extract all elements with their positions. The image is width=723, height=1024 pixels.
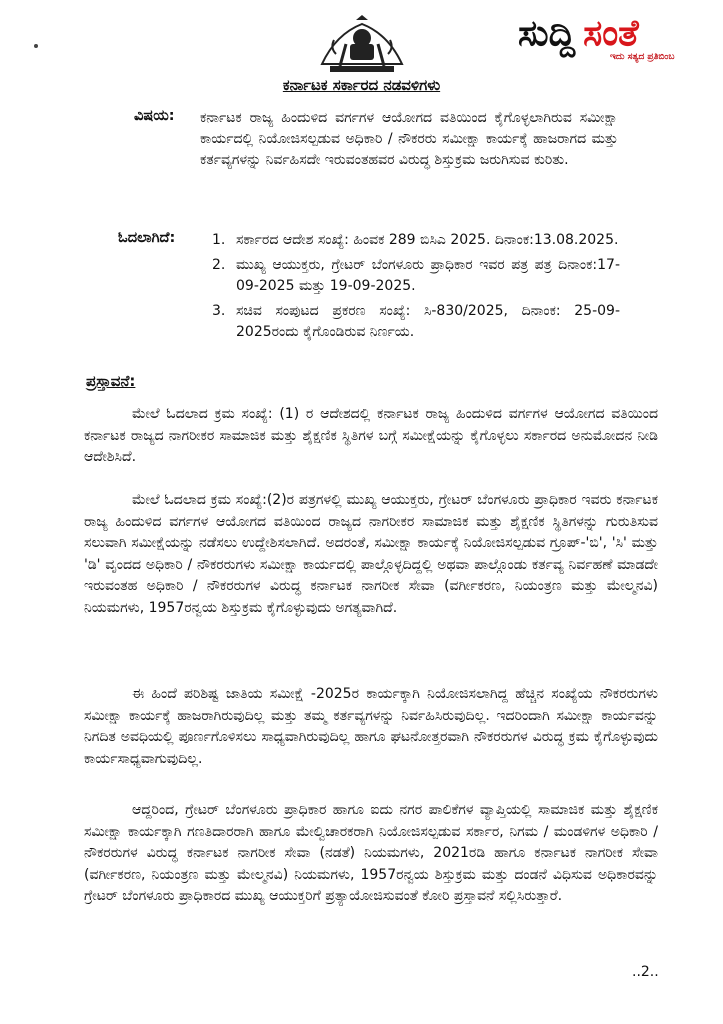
reference-item [212, 230, 620, 251]
reference-text: ಸರ್ಕಾರದ ಆದೇಶ ಸಂಖ್ಯೆ: ಹಿಂವಕ 289 ಬಿಸಿಎ 2025. ದಿನಾಂಕ:13.08.2025. [236, 232, 619, 248]
preamble-paragraph-3: ಈ ಹಿಂದೆ ಪರಿಶಿಷ್ಟ ಜಾತಿಯ ಸಮೀಕ್ಷೆ -2025ರ ಕಾರ್ಯಕ್ಕಾಗಿ ನಿಯೋಜಿಸಲಾಗಿದ್ದ ಹೆಚ್ಚಿನ ಸಂಖ್ಯೆಯ ನೌಕರರುಗಳು ಸಮೀಕ್ಷಾ ಕಾರ್ಯಕ್ಕೆ ಹಾಜರಾಗಿರುವುದಿಲ್ಲ ಮತ್ತು ತಮ್ಮ ಕರ್ತವ್ಯಗಳನ್ನು ನಿರ್ವಹಿಸಿರುವುದಿಲ್ಲ. ಇದರಿಂದಾಗಿ ಸಮೀಕ್ಷಾ ಕಾರ್ಯವನ್ನು ನಿಗದಿತ ಅವಧಿಯಲ್ಲಿ ಪೂರ್ಣಗೊಳಿಸಲು ಸಾಧ್ಯವಾಗಿರುವುದಿಲ್ಲ ಹಾಗೂ ಘಟನೋತ್ತರವಾಗಿ ನೌಕರರುಗಳ ವಿರುದ್ಧ ಕ್ರಮ ಕೈಗೊಳ್ಳುವುದು ಕಾರ್ಯಸಾಧ್ಯವಾಗುವುದಿಲ್ಲ. [84, 686, 658, 767]
page-continuation: ..2.. [632, 964, 659, 980]
subject-label: ವಿಷಯ: [134, 108, 175, 124]
reference-number: 3. [212, 303, 226, 319]
reference-number: 2. [212, 257, 226, 273]
brand-word-1: ಸುದ್ದಿ [518, 13, 576, 54]
brand-word-2: ಸಂತೆ [583, 13, 639, 54]
preamble-paragraph-4: ಆದ್ದರಿಂದ, ಗ್ರೇಟರ್ ಬೆಂಗಳೂರು ಪ್ರಾಧಿಕಾರ ಹಾಗೂ ಐದು ನಗರ ಪಾಲಿಕೆಗಳ ವ್ಯಾಪ್ತಿಯಲ್ಲಿ ಸಾಮಾಜಿಕ ಮತ್ತು ಶೈಕ್ಷಣಿಕ ಸಮೀಕ್ಷಾ ಕಾರ್ಯಕ್ಕಾಗಿ ಗಣತಿದಾರರಾಗಿ ಹಾಗೂ ಮೇಲ್ವಿಚಾರಕರಾಗಿ ನಿಯೋಜಿಸಲ್ಪಡುವ ಸರ್ಕಾರ, ನಿಗಮ / ಮಂಡಳಿಗಳ ಅಧಿಕಾರಿ / ನೌಕರರುಗಳ ವಿರುದ್ಧ ಕರ್ನಾಟಕ ನಾಗರೀಕ ಸೇವಾ (ನಡತೆ) ನಿಯಮಗಳು, 2021ರಡಿ ಹಾಗೂ ಕರ್ನಾಟಕ ನಾಗರೀಕ ಸೇವಾ (ವರ್ಗೀಕರಣ, ನಿಯಂತ್ರಣ ಮತ್ತು ಮೇಲ್ಮನವಿ) ನಿಯಮಗಳು, 1957ರನ್ವಯ ಶಿಸ್ತುಕ್ರಮ ಮತ್ತು ದಂಡನೆ ವಿಧಿಸುವ ಅಧಿಕಾರವನ್ನು ಗ್ರೇಟರ್ ಬೆಂಗಳೂರು ಪ್ರಾಧಿಕಾರದ ಮುಖ್ಯ ಆಯುಕ್ತರಿಗೆ ಪ್ರತ್ಯಾಯೋಜಿಸುವಂತೆ ಕೋರಿ ಪ್ರಸ್ತಾವನೆ ಸಲ್ಲಿಸಿರುತ್ತಾರೆ. [84, 802, 658, 904]
reference-number: 1. [212, 232, 226, 248]
preamble-heading: ಪ್ರಸ್ತಾವನೆ: [86, 372, 136, 390]
reference-item [212, 301, 620, 343]
karnataka-state-emblem-icon [316, 14, 408, 76]
scan-speck [34, 44, 38, 48]
subject-text: ಕರ್ನಾಟಕ ರಾಜ್ಯ ಹಿಂದುಳಿದ ವರ್ಗಗಳ ಆಯೋಗದ ವತಿಯಿಂದ ಕೈಗೊಳ್ಳಲಾಗಿರುವ ಸಮೀಕ್ಷಾ ಕಾರ್ಯದಲ್ಲಿ ನಿಯೋಜಿಸಲ್ಪಡುವ ಅಧಿಕಾರಿ / ನೌಕರರು ಸಮೀಕ್ಷಾ ಕಾರ್ಯಕ್ಕೆ ಹಾಜರಾಗದ ಮತ್ತು ಕರ್ತವ್ಯಗಳನ್ನು ನಿರ್ವಹಿಸದೇ ಇರುವಂತಹವರ ವಿರುದ್ಧ ಶಿಸ್ತುಕ್ರಮ ಜರುಗಿಸುವ ಕುರಿತು. [200, 110, 618, 168]
preamble-paragraph-2: ಮೇಲೆ ಓದಲಾದ ಕ್ರಮ ಸಂಖ್ಯೆ:(2)ರ ಪತ್ರಗಳಲ್ಲಿ ಮುಖ್ಯ ಆಯುಕ್ತರು, ಗ್ರೇಟರ್ ಬೆಂಗಳೂರು ಪ್ರಾಧಿಕಾರ ಇವರು ಕರ್ನಾಟಕ ರಾಜ್ಯ ಹಿಂದುಳಿದ ವರ್ಗಗಳ ಆಯೋಗದ ವತಿಯಿಂದ ರಾಜ್ಯದ ನಾಗರೀಕರ ಸಾಮಾಜಿಕ ಮತ್ತು ಶೈಕ್ಷಣಿಕ ಸ್ಥಿತಿಗಳನ್ನು ಗುರುತಿಸುವ ಸಲುವಾಗಿ ಸಮೀಕ್ಷೆಯನ್ನು ನಡೆಸಲು ಉದ್ದೇಶಿಸಲಾಗಿದೆ. ಅದರಂತೆ, ಸಮೀಕ್ಷಾ ಕಾರ್ಯಕ್ಕೆ ನಿಯೋಜಿಸಲ್ಪಡುವ ಗ್ರೂಪ್-'ಬಿ', 'ಸಿ' ಮತ್ತು 'ಡಿ' ವೃಂದದ ಅಧಿಕಾರಿ / ನೌಕರರುಗಳು ಸಮೀಕ್ಷಾ ಕಾರ್ಯದಲ್ಲಿ ಪಾಲ್ಗೊಳ್ಳದಿದ್ದಲ್ಲಿ ಅಥವಾ ಪಾಲ್ಗೊಂಡು ಕರ್ತವ್ಯ ನಿರ್ವಹಣೆ ಮಾಡದೇ ಇರುವಂತಹ ಅಧಿಕಾರಿ / ನೌಕರರುಗಳ ವಿರುದ್ಧ ಕರ್ನಾಟಕ ನಾಗರೀಕ ಸೇವಾ (ವರ್ಗೀಕರಣ, ನಿಯಂತ್ರಣ ಮತ್ತು ಮೇಲ್ಮನವಿ) ನಿಯಮಗಳು, 1957ರನ್ವಯ ಶಿಸ್ತುಕ್ರಮ ಕೈಗೊಳ್ಳುವುದು ಅಗತ್ಯವಾಗಿದೆ. [84, 492, 658, 616]
brand-tagline: ಇದು ಸತ್ಯದ ಪ್ರತಿಬಿಂಬ [610, 52, 675, 62]
reference-text: ಸಚಿವ ಸಂಪುಟದ ಪ್ರಕರಣ ಸಂಖ್ಯೆ: ಸಿ-830/2025, ದಿನಾಂಕ: 25-09-2025ರಂದು ಕೈಗೊಂಡಿರುವ ನಿರ್ಣಯ. [236, 303, 620, 340]
reference-item [212, 255, 620, 297]
references-list [212, 230, 620, 347]
reference-text: ಮುಖ್ಯ ಆಯುಕ್ತರು, ಗ್ರೇಟರ್ ಬೆಂಗಳೂರು ಪ್ರಾಧಿಕಾರ ಇವರ ಪತ್ರ ಪತ್ರ ದಿನಾಂಕ:17-09-2025 ಮತ್ತು 19-09-2025. [236, 257, 620, 294]
document-title: ಕರ್ನಾಟಕ ಸರ್ಕಾರದ ನಡವಳಿಗಳು [282, 76, 441, 94]
references-label: ಓದಲಾಗಿದೆ: [118, 230, 176, 246]
news-brand-logo [518, 14, 714, 62]
preamble-paragraph-1: ಮೇಲೆ ಓದಲಾದ ಕ್ರಮ ಸಂಖ್ಯೆ: (1) ರ ಆದೇಶದಲ್ಲಿ ಕರ್ನಾಟಕ ರಾಜ್ಯ ಹಿಂದುಳಿದ ವರ್ಗಗಳ ಆಯೋಗದ ವತಿಯಿಂದ ಕರ್ನಾಟಕ ರಾಜ್ಯದ ನಾಗರೀಕರ ಸಾಮಾಜಿಕ ಮತ್ತು ಶೈಕ್ಷಣಿಕ ಸ್ಥಿತಿಗಳ ಬಗ್ಗೆ ಸಮೀಕ್ಷೆಯನ್ನು ಕೈಗೊಳ್ಳಲು ಸರ್ಕಾರದ ಅನುಮೋದನ ನೀಡಿ ಆದೇಶಿಸಿದೆ. [84, 406, 658, 465]
